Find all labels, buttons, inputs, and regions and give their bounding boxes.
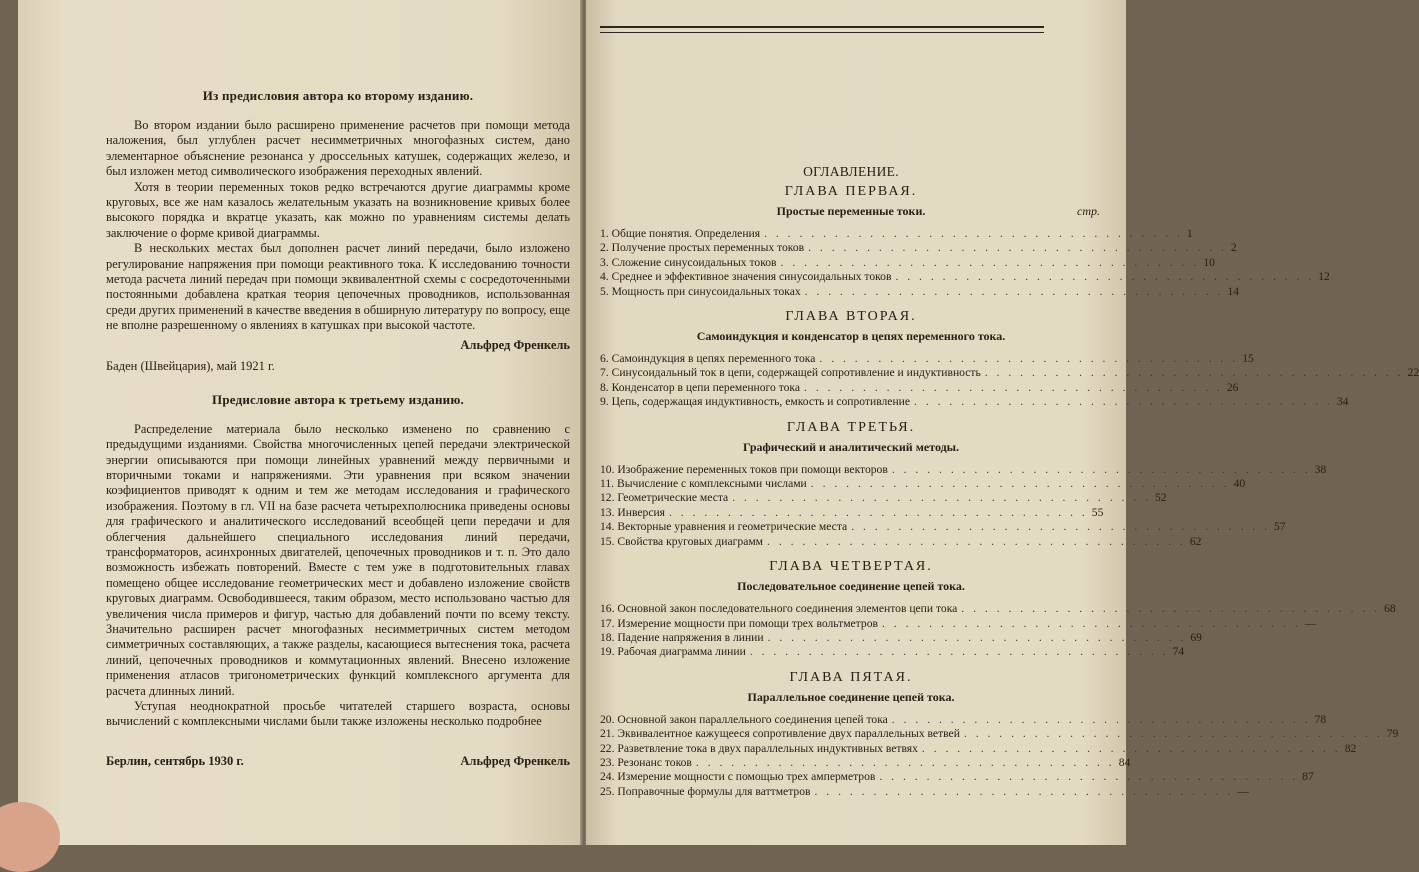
toc-entry-title: 5. Мощность при синусоидальных токах — [600, 284, 801, 298]
toc-entry-leader: . . . . . . . . . . . . . . . . . . . . . . . . . . . . . . . . . . . . — [984, 366, 1404, 380]
toc-entry-page: 57 — [1273, 520, 1286, 534]
chapter-subtitle-text: Графический и аналитический методы. — [742, 439, 960, 454]
toc-entry-page: — — [1304, 616, 1317, 630]
toc-entry-page: 62 — [1189, 534, 1202, 548]
toc-entry-leader: . . . . . . . . . . . . . . . . . . . . . . . . . . . . . . . . . . . . — [810, 477, 1230, 491]
preface2-place-date: Баден (Швейцария), май 1921 г. — [106, 358, 275, 373]
chapter-subtitle-text: Параллельное соединение цепей тока. — [747, 689, 955, 704]
toc-entry-leader: . . . . . . . . . . . . . . . . . . . . . . . . . . . . . . . . . . . . — [767, 630, 1187, 644]
toc-entry-leader: . . . . . . . . . . . . . . . . . . . . . . . . . . . . . . . . . . . . — [891, 712, 1311, 726]
toc-entry — [600, 755, 1131, 770]
toc-entry-title: 17. Измерение мощности при помощи трех вольтметров — [600, 616, 878, 630]
chapter-subtitle-text: Последовательное соединение цепей тока. — [737, 579, 965, 594]
toc-entry-page: 10 — [1203, 255, 1215, 269]
toc-entry-leader: . . . . . . . . . . . . . . . . . . . . . . . . . . . . . . . . . . . . — [914, 395, 1333, 409]
toc-entry-leader: . . . . . . . . . . . . . . . . . . . . . . . . . . . . . . . . . . . . — [895, 270, 1315, 284]
toc-entry-page: 38 — [1314, 462, 1327, 476]
toc-entry — [600, 616, 1317, 631]
toc-entry-page: 79 — [1386, 727, 1399, 741]
toc-entry-title: 11. Вычисление с комплексными числами — [600, 477, 807, 491]
toc-entry-page: 69 — [1190, 630, 1202, 644]
toc-entry-title: 14. Векторные уравнения и геометрические места — [600, 520, 848, 534]
toc-entry — [600, 462, 1327, 477]
toc-entry-leader: . . . . . . . . . . . . . . . . . . . . . . . . . . . . . . . . . . . . — [851, 520, 1270, 534]
chapter-subtitle — [600, 204, 1102, 219]
toc-entry — [600, 270, 1330, 284]
toc-entry-leader: . . . . . . . . . . . . . . . . . . . . . . . . . . . . . . . . . . . . — [891, 462, 1311, 476]
preface2-text — [106, 118, 570, 334]
toc-entry-leader: . . . . . . . . . . . . . . . . . . . . . . . . . . . . . . . . . . . . — [961, 602, 1381, 616]
right-page — [586, 0, 1419, 845]
toc-entry — [600, 741, 1357, 756]
toc-entry-title: 8. Конденсатор в цепи переменного тока — [600, 380, 801, 394]
toc-entry — [600, 712, 1327, 727]
toc-entry-page: 34 — [1336, 395, 1349, 409]
toc-entry-leader: . . . . . . . . . . . . . . . . . . . . . . . . . . . . . . . . . . . . — [749, 645, 1169, 659]
toc-entry-page: 26 — [1226, 380, 1239, 394]
toc-entry — [600, 227, 1193, 241]
toc-entry — [600, 630, 1202, 645]
toc-entry-page: 78 — [1314, 712, 1327, 726]
header-rule — [600, 26, 1044, 28]
preface3-signature: Альфред Френкель — [460, 753, 570, 768]
chapter-heading: ГЛАВА ТРЕТЬЯ. — [786, 419, 916, 435]
pages-label: стр. — [1077, 204, 1100, 218]
toc-entry-title: 10. Изображение переменных токов при помощи векторов — [600, 462, 888, 476]
toc-entry-title: 3. Сложение синусоидальных токов — [600, 255, 777, 269]
toc-entry-page: 22 — [1407, 366, 1419, 380]
preface3-place-date: Берлин, сентябрь 1930 г. — [106, 753, 244, 768]
toc-entry — [600, 770, 1314, 784]
toc-entry-leader: . . . . . . . . . . . . . . . . . . . . . . . . . . . . . . . . . . . . — [804, 380, 1223, 394]
toc-entry-title: 22. Разветвление тока в двух параллельных индуктивных ветвях — [600, 741, 918, 755]
preface3-paragraph: Уступая неоднократной просьбе читателей старшего возраста, основы вычислений с комплексными числами были также изложены несколько подробнее — [106, 699, 570, 729]
chapter-heading: ГЛАВА ПЕРВАЯ. — [784, 184, 918, 199]
toc-entry-leader: . . . . . . . . . . . . . . . . . . . . . . . . . . . . . . . . . . . . — [921, 741, 1341, 755]
toc-entry-page: 82 — [1344, 741, 1357, 755]
toc-entry-title: 23. Резонанс токов — [600, 755, 692, 769]
toc-entry-title: 9. Цепь, содержащая индуктивность, емкость и сопротивление — [600, 395, 911, 409]
toc-entry — [600, 784, 1249, 799]
toc-entry-title: 7. Синусоидальный ток в цепи, содержащей сопротивление и индуктивность — [600, 366, 981, 380]
toc-entry-title: 20. Основной закон параллельного соединения цепей тока — [600, 712, 888, 726]
toc-title: ОГЛАВЛЕНИЕ. — [803, 164, 899, 179]
preface2-paragraph: В нескольких местах был дополнен расчет линий передачи, было изложено регулирование напряжения при помощи реактивного тока. К исследованию точности метода расчета линий передач при помощи эквивалентной схемы с сосредоточенными постоянными добавлена краткая теория цепочечных проводников, использованная среди других применений в качестве введения в обширную литературу по вопросу, еще не вполне разрешенному о явлениях в катушках при высокой частоте. — [106, 241, 570, 333]
toc-entry-title: 1. Общие понятия. Определения — [600, 227, 761, 240]
toc-entry — [600, 255, 1215, 270]
toc-entry-page: 2 — [1230, 241, 1237, 255]
toc-entry-page: — — [1237, 784, 1249, 798]
toc-entry — [600, 380, 1239, 395]
toc-entry-title: 25. Поправочные формулы для ваттметров — [600, 784, 811, 798]
chapter-subtitle — [600, 440, 1102, 455]
toc-entry-title: 18. Падение напряжения в линии — [600, 630, 764, 644]
toc-entry — [600, 602, 1396, 616]
toc-entry-title: 4. Среднее и эффективное значения синусоидальных токов — [600, 270, 892, 284]
toc-entry-page: 1 — [1186, 227, 1193, 240]
toc-entry-leader: . . . . . . . . . . . . . . . . . . . . . . . . . . . . . . . . . . . . — [963, 727, 1383, 741]
chapter-heading: ГЛАВА ЧЕТВЕРТАЯ. — [769, 559, 933, 575]
toc-entry-leader: . . . . . . . . . . . . . . . . . . . . . . . . . . . . . . . . . . . . — [808, 241, 1227, 255]
toc-entry-title: 6. Самоиндукция в цепях переменного тока — [600, 352, 816, 366]
toc-chapters — [600, 184, 1419, 799]
toc-entry-leader: . . . . . . . . . . . . . . . . . . . . . . . . . . . . . . . . . . . . — [732, 491, 1151, 505]
toc-entry-title: 13. Инверсия — [600, 505, 665, 519]
toc-entry — [600, 506, 1102, 520]
toc-entry-page: 15 — [1242, 352, 1254, 366]
preface2-paragraph: Во втором издании было расширено применение расчетов при помощи метода наложения, был углублен расчет несимметричных многофазных систем, дано элементарное объяснение резонанса у дроссельных катушек, содержащих железо, и был изложен метод символического изображения переходных явлений. — [106, 118, 570, 179]
preface3-title: Предисловие автора к третьему изданию. — [212, 391, 464, 407]
toc-entry-leader: . . . . . . . . . . . . . . . . . . . . . . . . . . . . . . . . . . . . — [780, 255, 1200, 269]
toc-entry-page: 55 — [1091, 505, 1104, 519]
toc-entry-page: 74 — [1172, 645, 1185, 659]
toc-entry-leader: . . . . . . . . . . . . . . . . . . . . . . . . . . . . . . . . . . . . — [814, 784, 1234, 798]
toc-entry-title: 21. Эквивалентное кажущееся сопротивление двух параллельных ветвей — [600, 727, 960, 741]
toc-entry-leader: . . . . . . . . . . . . . . . . . . . . . . . . . . . . . . . . . . . . — [669, 505, 1088, 519]
toc-entry-leader: . . . . . . . . . . . . . . . . . . . . . . . . . . . . . . . . . . . . — [695, 755, 1115, 769]
chapter-subtitle-text: Самоиндукция и конденсатор в цепях переменного тока. — [696, 329, 1006, 344]
toc-entry-page: 84 — [1118, 755, 1131, 769]
toc-entry-leader: . . . . . . . . . . . . . . . . . . . . . . . . . . . . . . . . . . . . — [879, 770, 1299, 784]
toc-entry-page: 52 — [1155, 491, 1167, 505]
preface3-text — [106, 422, 570, 730]
toc-entry-page: 40 — [1233, 477, 1246, 491]
toc-entry — [600, 395, 1349, 409]
toc-entry-title: 19. Рабочая диаграмма линии — [600, 645, 746, 659]
toc-entry — [600, 366, 1419, 380]
toc-entry-page: 68 — [1384, 602, 1396, 616]
chapter-subtitle — [600, 579, 1102, 594]
table-of-contents — [600, 164, 1419, 799]
toc-entry-leader: . . . . . . . . . . . . . . . . . . . . . . . . . . . . . . . . . . . . — [767, 534, 1186, 548]
toc-entry-page: 14 — [1227, 284, 1240, 298]
toc-entry-leader: . . . . . . . . . . . . . . . . . . . . . . . . . . . . . . . . . . . . — [881, 616, 1301, 630]
toc-entry — [600, 727, 1399, 741]
toc-entry-page: 87 — [1302, 770, 1314, 784]
toc-entry — [600, 352, 1254, 366]
preface2-title: Из предисловия автора ко второму изданию. — [202, 88, 474, 103]
chapter-heading: ГЛАВА ВТОРАЯ. — [785, 309, 917, 325]
toc-entry-leader: . . . . . . . . . . . . . . . . . . . . . . . . . . . . . . . . . . . . — [804, 284, 1224, 298]
chapter-subtitle-text: Простые переменные токи. — [776, 204, 926, 218]
toc-entry — [600, 477, 1246, 491]
toc-entry — [600, 241, 1237, 255]
toc-entry-title: 12. Геометрические места — [600, 491, 729, 505]
toc-entry — [600, 520, 1286, 534]
toc-entry-title: 24. Измерение мощности с помощью трех амперметров — [600, 770, 876, 784]
preface2-paragraph: Хотя в теории переменных токов редко встречаются другие диаграммы кроме круговых, все же нам казалось желательным указать на возникновение кривых более высокого порядка и вкратце указать, как можно по уравнениям системы делать заключение о форме кривой диаграммы. — [106, 179, 570, 240]
toc-entry-title: 2. Получение простых переменных токов — [600, 241, 805, 255]
toc-entry-page: 12 — [1318, 270, 1330, 284]
toc-entry-leader: . . . . . . . . . . . . . . . . . . . . . . . . . . . . . . . . . . . . — [819, 352, 1239, 366]
toc-entry-title: 16. Основной закон последовательного соединения элементов цепи тока — [600, 602, 958, 616]
left-page — [18, 0, 584, 845]
toc-entry — [600, 534, 1202, 549]
toc-entry-title: 15. Свойства круговых диаграмм — [600, 534, 764, 548]
chapter-subtitle — [600, 690, 1102, 705]
header-rule-thin — [600, 32, 1044, 33]
preface3-footer — [106, 754, 570, 769]
preface3-paragraph: Распределение материала было несколько изменено по сравнению с предыдущими изданиями. Свойства многочисленных цепей передачи электрической энергии описываются при помощи линейных уравнений между первичными и вторичными токами и напряжениями. Эти уравнения при всяком значении коэфициентов приводят к одним и тем же методам исследования и графического изображения. Поэтому в гл. VII на базе расчета четырехполюсника приведены основы для графического и аналитического исследований всеобщей цепи передачи и для облегчения дальнейшего специального исследования линий передачи, трансформаторов, асинхронных двигателей, цепочечных проводников и т. п. Это дало возможность избежать повторений. Вместе с тем уже в подготовительных главах помещено общее исследование геометрических мест и добавлено изложение свойств круговых диаграмм. Освободившееся, таким образом, место использовано частью для увеличения числа примеров и фигур, частью для добавлений почти по всему тексту. Значительно расширен расчет многофазных несимметричных систем методом симметричных составляющих, а также разделы, касающиеся вытеснения тока, расчета линий, цепочечных проводников и коммутационных явлений. Внесено изложение применения атласов тригонометрических функций комплексного аргумента для расчета длинных линий. — [106, 421, 570, 698]
toc-entry — [600, 645, 1185, 659]
chapter-subtitle — [600, 329, 1102, 344]
chapter-heading: ГЛАВА ПЯТАЯ. — [789, 669, 913, 685]
toc-entry — [600, 284, 1240, 299]
toc-entry — [600, 491, 1167, 505]
preface2-signature: Альфред Френкель — [460, 337, 570, 352]
toc-entry-leader: . . . . . . . . . . . . . . . . . . . . . . . . . . . . . . . . . . . . — [764, 227, 1183, 240]
